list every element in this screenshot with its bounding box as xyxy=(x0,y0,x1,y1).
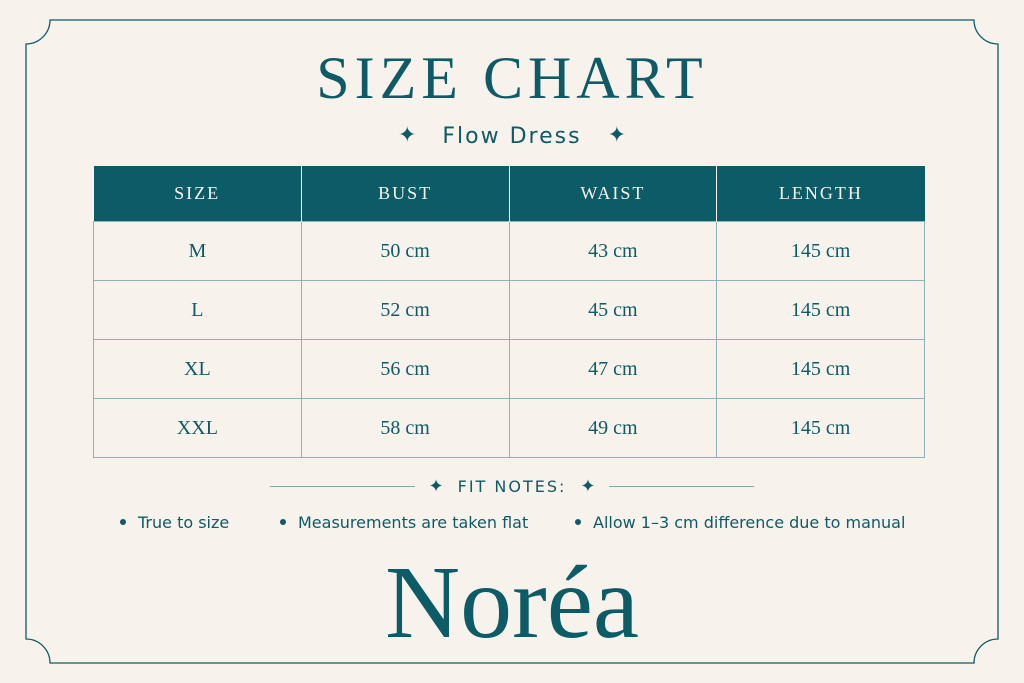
sparkle-icon: ✦ xyxy=(397,123,417,148)
table-row xyxy=(94,340,925,399)
length-cell: 145 cm xyxy=(717,399,925,458)
table-row xyxy=(94,281,925,340)
size-cell: XL xyxy=(94,340,302,399)
list-item xyxy=(575,513,905,532)
bullet-dot-icon xyxy=(120,519,126,525)
bust-cell: 50 cm xyxy=(301,222,509,281)
bust-cell: 58 cm xyxy=(301,399,509,458)
column-header-bust: BUST xyxy=(301,166,509,222)
table-row xyxy=(94,399,925,458)
waist-cell: 45 cm xyxy=(509,281,717,340)
size-cell: XXL xyxy=(94,399,302,458)
bullet-dot-icon xyxy=(280,519,286,525)
column-header-waist: WAIST xyxy=(509,166,717,222)
length-cell: 145 cm xyxy=(717,340,925,399)
length-cell: 145 cm xyxy=(717,281,925,340)
column-header-length: LENGTH xyxy=(717,166,925,222)
fit-notes-heading xyxy=(0,474,1024,498)
fit-notes-list xyxy=(120,510,940,534)
table-header-row xyxy=(94,166,925,222)
bust-cell: 56 cm xyxy=(301,340,509,399)
size-table xyxy=(93,166,925,458)
waist-cell: 43 cm xyxy=(509,222,717,281)
sparkle-icon: ✦ xyxy=(580,475,596,497)
column-header-size: SIZE xyxy=(94,166,302,222)
waist-cell: 49 cm xyxy=(509,399,717,458)
list-item xyxy=(120,513,280,532)
note-text: Measurements are taken flat xyxy=(298,512,529,532)
sparkle-icon: ✦ xyxy=(607,123,627,148)
divider-line xyxy=(609,486,754,487)
subtitle-row xyxy=(0,120,1024,152)
list-item xyxy=(280,513,575,532)
divider-line xyxy=(270,486,415,487)
length-cell: 145 cm xyxy=(717,222,925,281)
fit-notes-title: FIT NOTES: xyxy=(457,476,567,496)
note-text: Allow 1–3 cm difference due to manual xyxy=(593,512,906,532)
size-cell: M xyxy=(94,222,302,281)
table-row xyxy=(94,222,925,281)
bust-cell: 52 cm xyxy=(301,281,509,340)
bullet-dot-icon xyxy=(575,519,581,525)
size-cell: L xyxy=(94,281,302,340)
waist-cell: 47 cm xyxy=(509,340,717,399)
sparkle-icon: ✦ xyxy=(428,475,444,497)
brand-logo: Noréa xyxy=(384,545,640,660)
product-name: Flow Dress xyxy=(442,123,582,149)
note-text: True to size xyxy=(138,512,230,532)
page-title: SIZE CHART xyxy=(316,45,708,111)
